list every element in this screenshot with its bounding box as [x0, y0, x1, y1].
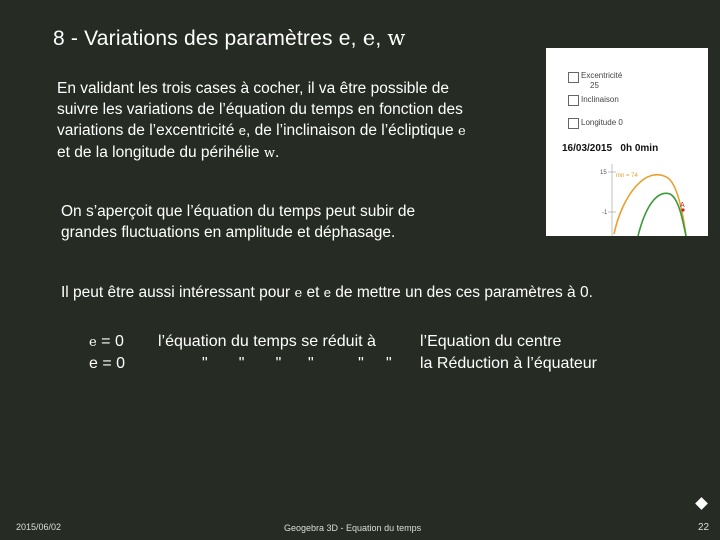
- p2-line2: grandes fluctuations en amplitude et déphasage.: [61, 224, 396, 241]
- p1-line1: En validant les trois cases à cocher, il va être possible de: [57, 80, 450, 97]
- footer-date: 2015/06/02: [16, 522, 62, 532]
- point-a-label: A: [680, 202, 685, 209]
- epsilon-symbol: e: [89, 335, 97, 350]
- checkbox-excentricite: [568, 72, 579, 83]
- checkbox-longitude-label: Longitude 0: [581, 118, 623, 127]
- row-epsilon-middle: l’équation du temps se réduit à: [158, 333, 376, 350]
- omega-symbol: w: [387, 26, 406, 50]
- p1-line3: [57, 120, 532, 142]
- row-epsilon-eq: = 0: [96, 333, 124, 350]
- omega-symbol: w: [263, 146, 275, 161]
- row-epsilon-right: l’Equation du centre: [420, 333, 562, 350]
- p2-line1: On s’aperçoit que l’équation du temps peut subir de: [61, 203, 416, 220]
- tick-label-mid: -1: [602, 210, 608, 216]
- curve-annotation: mn = 74: [616, 173, 638, 179]
- p1-line4: [57, 142, 532, 164]
- title-separator: ,: [375, 27, 388, 50]
- geogebra-screenshot: [546, 48, 708, 236]
- p1-line2: suivre les variations de l’équation du temps en fonction des: [57, 101, 463, 118]
- paragraph-zero-params: [61, 282, 593, 304]
- row-e-middle: " " " " " ": [202, 355, 392, 372]
- p1-line3-a: variations de l’excentricité: [57, 122, 239, 139]
- row-e-left: [89, 355, 125, 373]
- p1-line3-b: , de l’inclinaison de l’écliptique: [246, 122, 458, 139]
- p3-a: Il peut être aussi intéressant pour: [61, 284, 295, 301]
- slide-title: [53, 26, 406, 51]
- p1-line4-a: et de la longitude du périhélie: [57, 144, 264, 161]
- excentricite-value: 25: [590, 81, 599, 90]
- paragraph-checkboxes: [57, 78, 532, 164]
- p3-c: de mettre un des ces paramètres à 0.: [330, 284, 593, 301]
- row-e-right: la Réduction à l’équateur: [420, 355, 598, 372]
- checkbox-longitude: [568, 118, 579, 129]
- tick-label-top: 15: [600, 170, 607, 176]
- p1-line4-b: .: [274, 144, 280, 161]
- row-epsilon-left: [89, 333, 124, 351]
- e-symbol: e: [238, 123, 247, 138]
- e-symbol: e: [323, 285, 331, 300]
- equation-curve-plot: [546, 156, 708, 236]
- paragraph-fluctuations: [61, 201, 491, 243]
- epsilon-symbol: e: [294, 286, 303, 301]
- checkbox-inclinaison: [568, 95, 579, 106]
- epsilon-symbol: e: [457, 124, 466, 139]
- checkbox-excentricite-label: Excentricité: [581, 71, 623, 80]
- page-number: 22: [698, 522, 710, 533]
- row-e-eq: e = 0: [89, 355, 126, 372]
- p3-b: et: [302, 284, 324, 301]
- nav-diamond-icon[interactable]: [695, 497, 708, 510]
- checkbox-inclinaison-label: Inclinaison: [581, 95, 619, 104]
- title-text: 8 - Variations des paramètres e,: [53, 27, 363, 50]
- footer-title: Geogebra 3D - Equation du temps: [284, 523, 422, 533]
- epsilon-symbol: e: [362, 26, 376, 50]
- thumbnail-datetime: 16/03/2015 0h 0min: [562, 143, 659, 154]
